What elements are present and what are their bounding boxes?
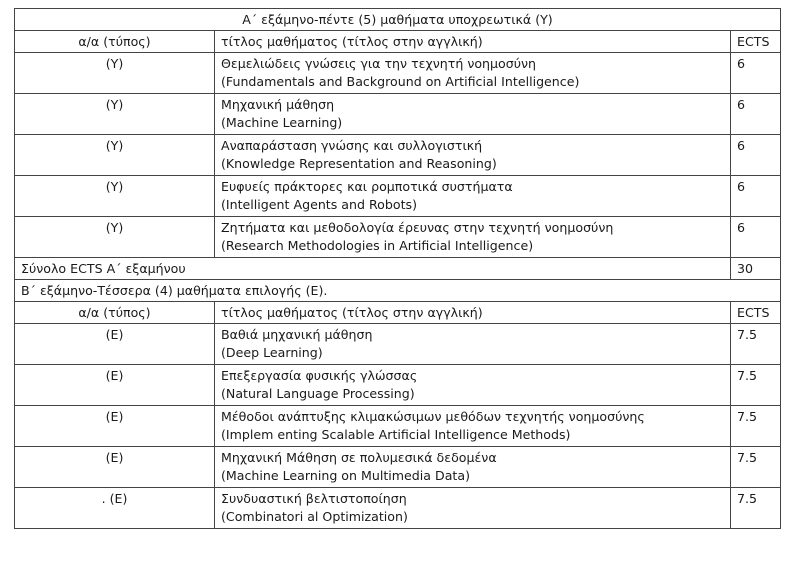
course-ects: 7.5 (731, 447, 781, 488)
course-title-english: (Machine Learning) (221, 115, 343, 130)
course-title-english: (Fundamentals and Background on Artificial Intelligence) (221, 74, 580, 89)
course-title (215, 94, 731, 135)
table-row (15, 488, 781, 529)
course-title (215, 406, 731, 447)
course-type: (Υ) (15, 94, 215, 135)
course-title-greek: Αναπαράσταση γνώσης και συλλογιστική (221, 138, 483, 153)
header-course-title: τίτλος μαθήματος (τίτλος στην αγγλική) (215, 31, 731, 53)
course-title (215, 447, 731, 488)
table-row (15, 324, 781, 365)
header-course-title: τίτλος μαθήματος (τίτλος στην αγγλική) (215, 302, 731, 324)
course-title-greek: Θεμελιώδεις γνώσεις για την τεχνητή νοημοσύνη (221, 56, 537, 71)
course-title-english: (Implem enting Scalable Artificial Intelligence Methods) (221, 427, 571, 442)
header-type: α/α (τύπος) (15, 31, 215, 53)
course-ects: 7.5 (731, 324, 781, 365)
course-type: . (Ε) (15, 488, 215, 529)
course-ects: 7.5 (731, 488, 781, 529)
course-type: (Υ) (15, 135, 215, 176)
course-title-greek: Ευφυείς πράκτορες και ρομποτικά συστήματα (221, 179, 513, 194)
table-row (15, 447, 781, 488)
semester-a-total-row (15, 258, 781, 280)
course-ects: 7.5 (731, 365, 781, 406)
table-row (15, 365, 781, 406)
course-title (215, 135, 731, 176)
semester-b-header-row (15, 302, 781, 324)
course-title (215, 217, 731, 258)
semester-b-title: Β΄ εξάμηνο-Τέσσερα (4) μαθήματα επιλογής (Ε). (15, 280, 781, 302)
semester-a-title-row (15, 9, 781, 31)
course-title-english: (Natural Language Processing) (221, 386, 415, 401)
course-title-greek: Μηχανική μάθηση (221, 97, 335, 112)
course-title (215, 365, 731, 406)
course-title-greek: Επεξεργασία φυσικής γλώσσας (221, 368, 418, 383)
course-ects: 6 (731, 176, 781, 217)
course-title-english: (Intelligent Agents and Robots) (221, 197, 417, 212)
header-ects: ECTS (731, 302, 781, 324)
course-type: (Υ) (15, 176, 215, 217)
course-type: (Ε) (15, 447, 215, 488)
table-row (15, 135, 781, 176)
course-title-greek: Βαθιά μηχανική μάθηση (221, 327, 373, 342)
curriculum-table (14, 8, 781, 529)
total-ects-value: 30 (731, 258, 781, 280)
course-title-english: (Machine Learning on Multimedia Data) (221, 468, 470, 483)
table-row (15, 406, 781, 447)
header-ects: ECTS (731, 31, 781, 53)
course-title (215, 488, 731, 529)
course-type: (Ε) (15, 365, 215, 406)
semester-a-header-row (15, 31, 781, 53)
table-row (15, 217, 781, 258)
course-title-greek: Συνδυαστική βελτιστοποίηση (221, 491, 407, 506)
table-row (15, 94, 781, 135)
course-ects: 6 (731, 135, 781, 176)
course-ects: 6 (731, 217, 781, 258)
header-type: α/α (τύπος) (15, 302, 215, 324)
course-title-greek: Μηχανική Μάθηση σε πολυμεσικά δεδομένα (221, 450, 497, 465)
course-ects: 7.5 (731, 406, 781, 447)
course-type: (Ε) (15, 324, 215, 365)
course-ects: 6 (731, 94, 781, 135)
course-title-english: (Research Methodologies in Artificial Intelligence) (221, 238, 534, 253)
course-title (215, 53, 731, 94)
semester-a-title: Α΄ εξάμηνο-πέντε (5) μαθήματα υποχρεωτικά (Υ) (15, 9, 781, 31)
course-type: (Υ) (15, 217, 215, 258)
course-type: (Ε) (15, 406, 215, 447)
course-title-greek: Μέθοδοι ανάπτυξης κλιμακώσιμων μεθόδων τεχνητής νοημοσύνης (221, 409, 645, 424)
total-ects-label: Σύνολο ECTS Α΄ εξαμήνου (15, 258, 731, 280)
course-title (215, 176, 731, 217)
course-title-english: (Knowledge Representation and Reasoning) (221, 156, 497, 171)
course-title (215, 324, 731, 365)
semester-b-title-row (15, 280, 781, 302)
table-row (15, 53, 781, 94)
course-type: (Υ) (15, 53, 215, 94)
course-ects: 6 (731, 53, 781, 94)
course-title-greek: Ζητήματα και μεθοδολογία έρευνας στην τεχνητή νοημοσύνη (221, 220, 614, 235)
table-row (15, 176, 781, 217)
course-title-english: (Deep Learning) (221, 345, 323, 360)
course-title-english: (Combinatori al Optimization) (221, 509, 408, 524)
